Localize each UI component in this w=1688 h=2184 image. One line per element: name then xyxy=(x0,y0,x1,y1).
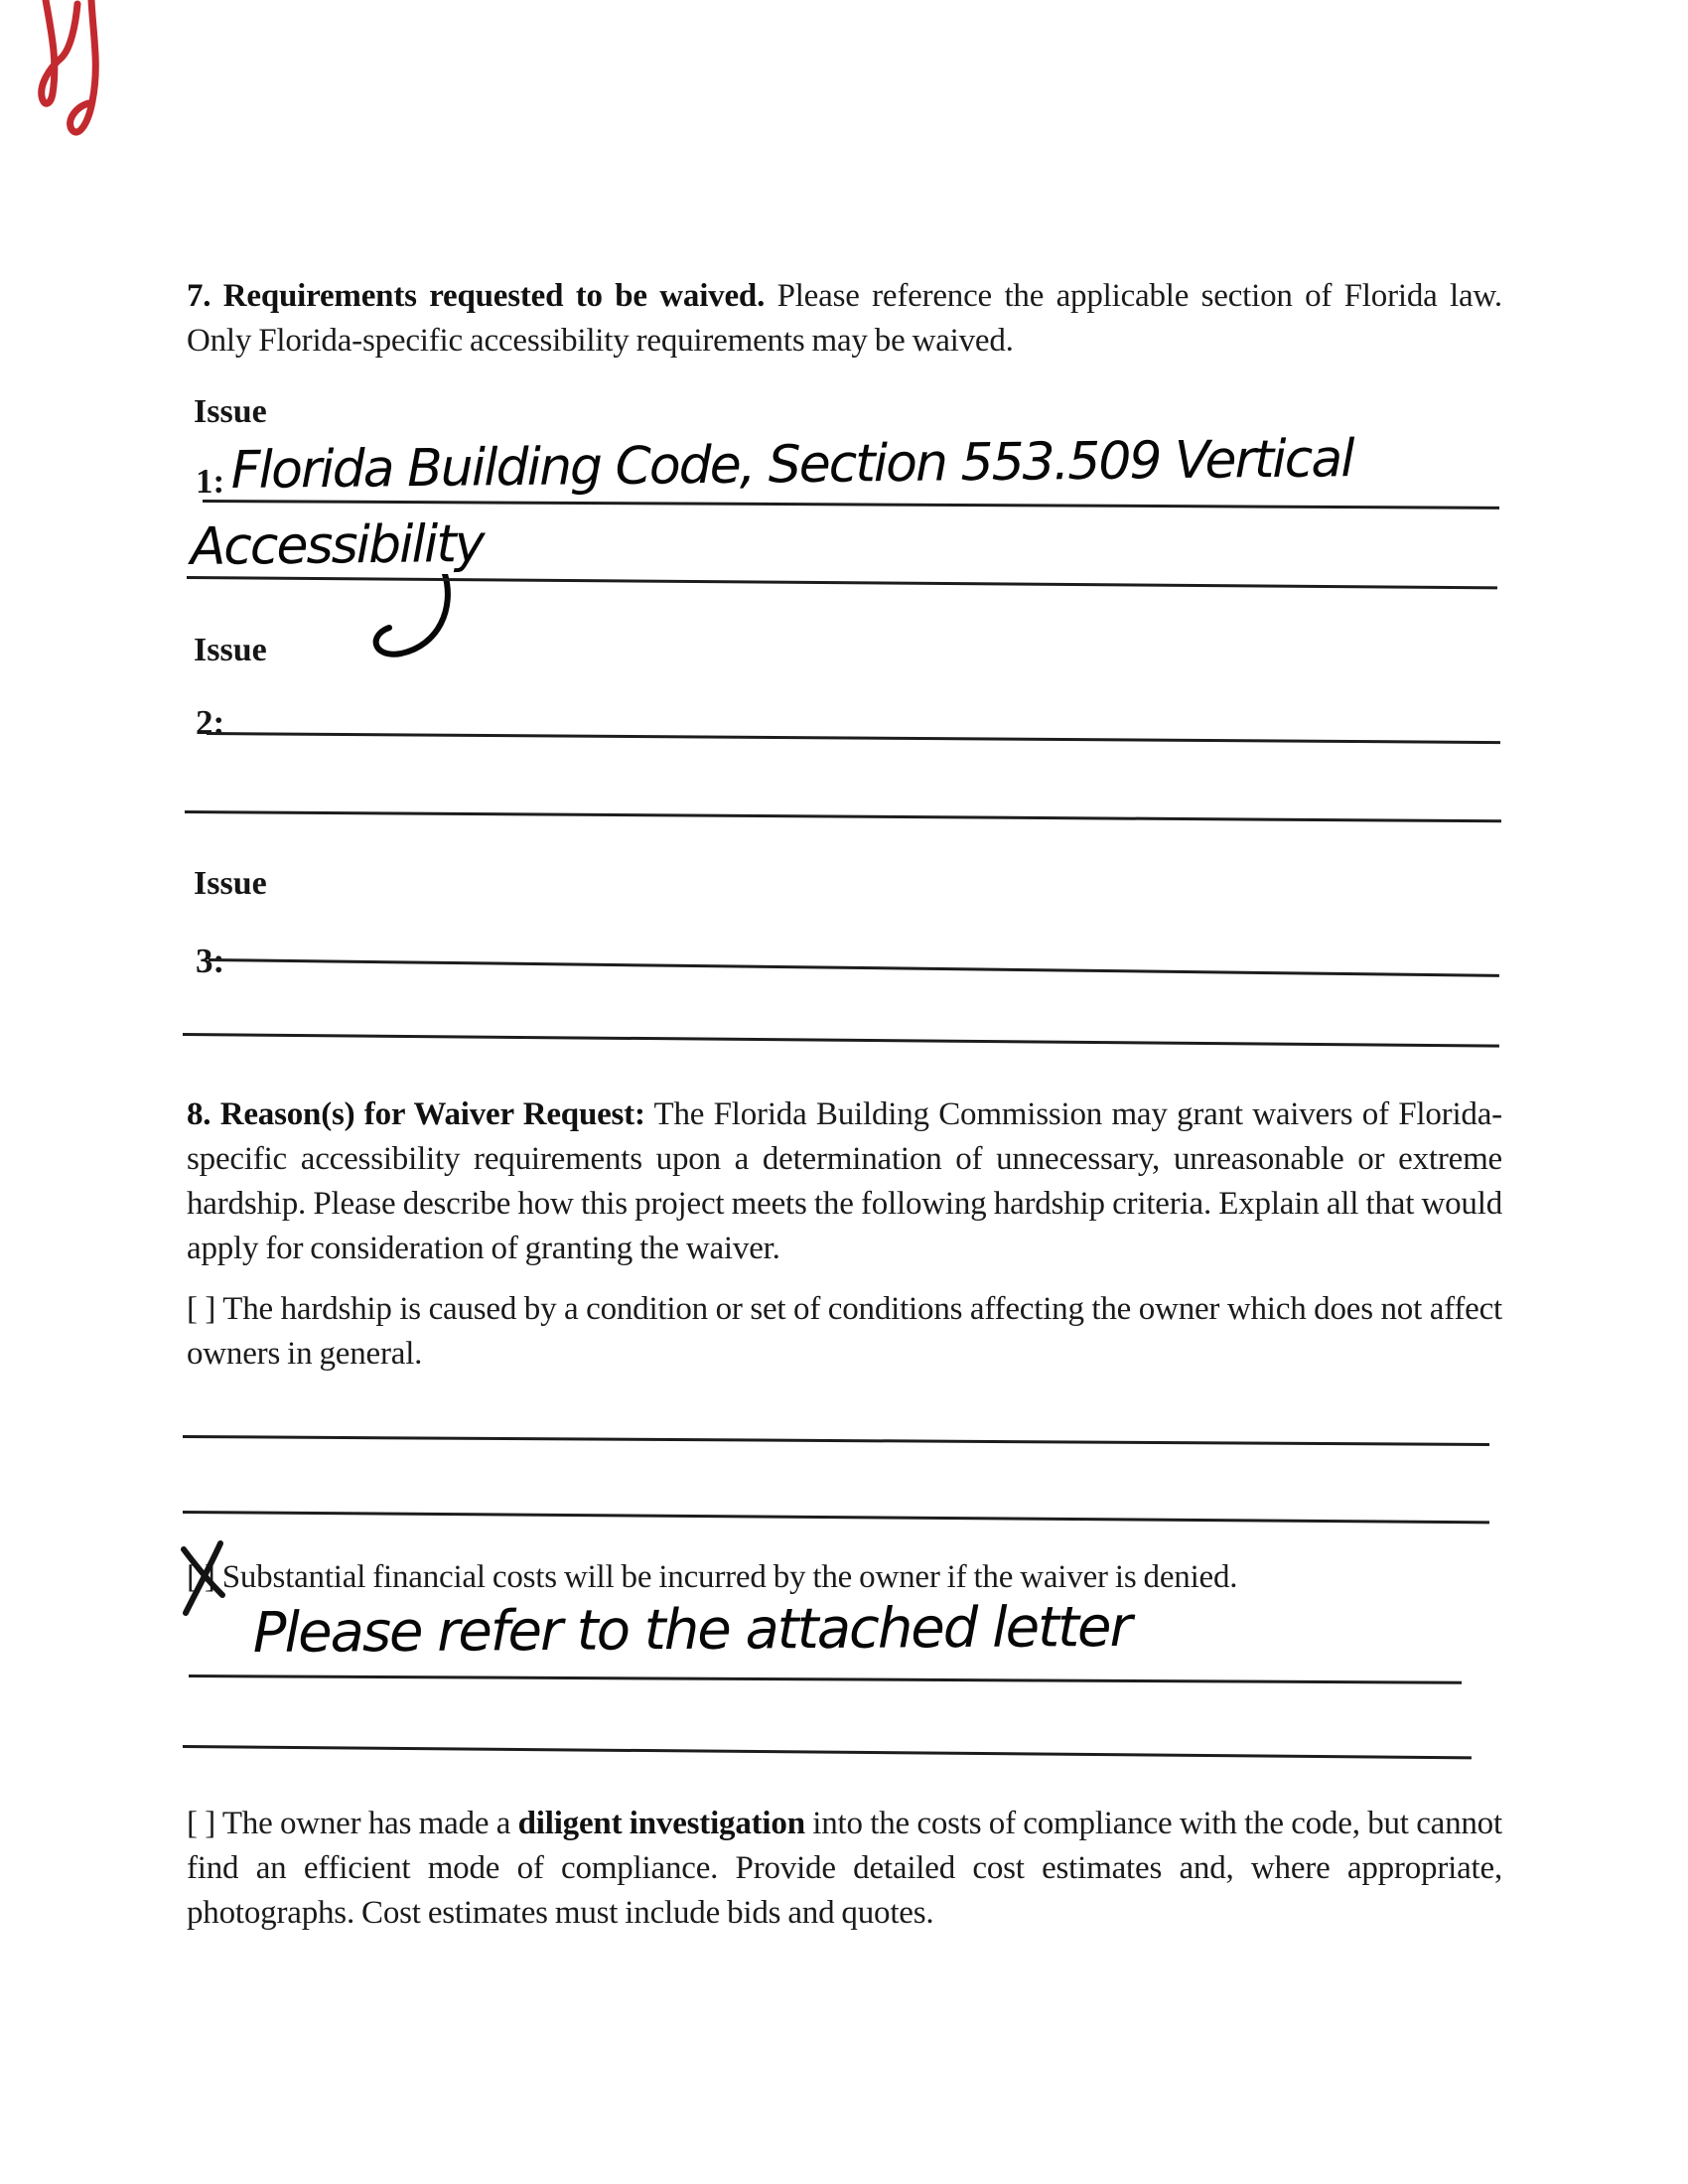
financial-response-line1 xyxy=(189,1674,1462,1684)
hardship-response-line1 xyxy=(183,1435,1489,1446)
checkbox-checked-financial xyxy=(187,1555,215,1600)
issue1-handwriting-line1: Florida Building Code, Section 553.509 Vertical xyxy=(230,429,1353,501)
section7-heading: 7. Requirements requested to be waived. xyxy=(187,278,766,314)
issue3-answer-line2 xyxy=(183,1033,1499,1048)
criterion-financial-costs xyxy=(187,1555,1537,1600)
criterion-diligent-investigation xyxy=(187,1802,1502,1936)
issue1-number: 1: xyxy=(196,462,225,501)
criterion-financial-text: Substantial financial costs will be incurred by the owner if the waiver is denied. xyxy=(221,1559,1238,1595)
handwriting-descender-flourish xyxy=(350,574,479,673)
red-ink-scribble xyxy=(30,0,115,199)
criterion-hardship-text: The hardship is caused by a condition or set of conditions affecting the owner which does not affect owners in general. xyxy=(187,1291,1502,1372)
issue3-label: Issue xyxy=(194,865,267,902)
checkbox-unchecked-hardship: [ ] xyxy=(187,1291,216,1327)
section7-paragraph xyxy=(187,274,1502,364)
issue2-number: 2: xyxy=(196,703,225,742)
issue2-answer-line1 xyxy=(207,732,1500,744)
section8-intro-text: The Florida Building Commission may grant waivers of Florida-specific accessibility requirements upon a determination of unnecessary, unreasonable or extreme hardship. Please describe how this project meets the following hardship criteria. Explain all that would apply for consideration of granting the waiver. xyxy=(187,1096,1502,1266)
section8-paragraph xyxy=(187,1092,1502,1271)
hardship-response-line2 xyxy=(183,1511,1489,1524)
issue1-label: Issue xyxy=(194,393,267,430)
criterion-investigation-text-bold: diligent investigation xyxy=(517,1806,805,1841)
issue1-answer-line1 xyxy=(203,500,1499,510)
section8-heading: 8. Reason(s) for Waiver Request: xyxy=(187,1096,645,1132)
criterion-investigation-text-after: into the costs of compliance with the code, but cannot find an efficient mode of compliance. Provide detailed cost estimates and, where appropriate, photographs. Cost estimates must include bids and quotes. xyxy=(187,1806,1502,1931)
financial-response-line2 xyxy=(183,1745,1472,1759)
checkbox-brackets: [ ] xyxy=(187,1559,215,1595)
issue2-answer-line2 xyxy=(185,810,1501,822)
issue3-number: 3: xyxy=(196,942,225,980)
issue3-answer-line1 xyxy=(209,958,1499,977)
section7-intro-text: Please reference the applicable section of Florida law. Only Florida-specific accessibility requirements may be waived. xyxy=(187,278,1502,359)
issue2-label: Issue xyxy=(194,632,267,668)
criterion-investigation-text-before: The owner has made a xyxy=(221,1806,511,1841)
criterion-hardship-condition xyxy=(187,1287,1502,1377)
checkbox-unchecked-investigation: [ ] xyxy=(187,1806,215,1841)
financial-response-handwriting: Please refer to the attached letter xyxy=(252,1594,1131,1666)
issue1-handwriting-line2: Accessibility xyxy=(190,513,484,577)
